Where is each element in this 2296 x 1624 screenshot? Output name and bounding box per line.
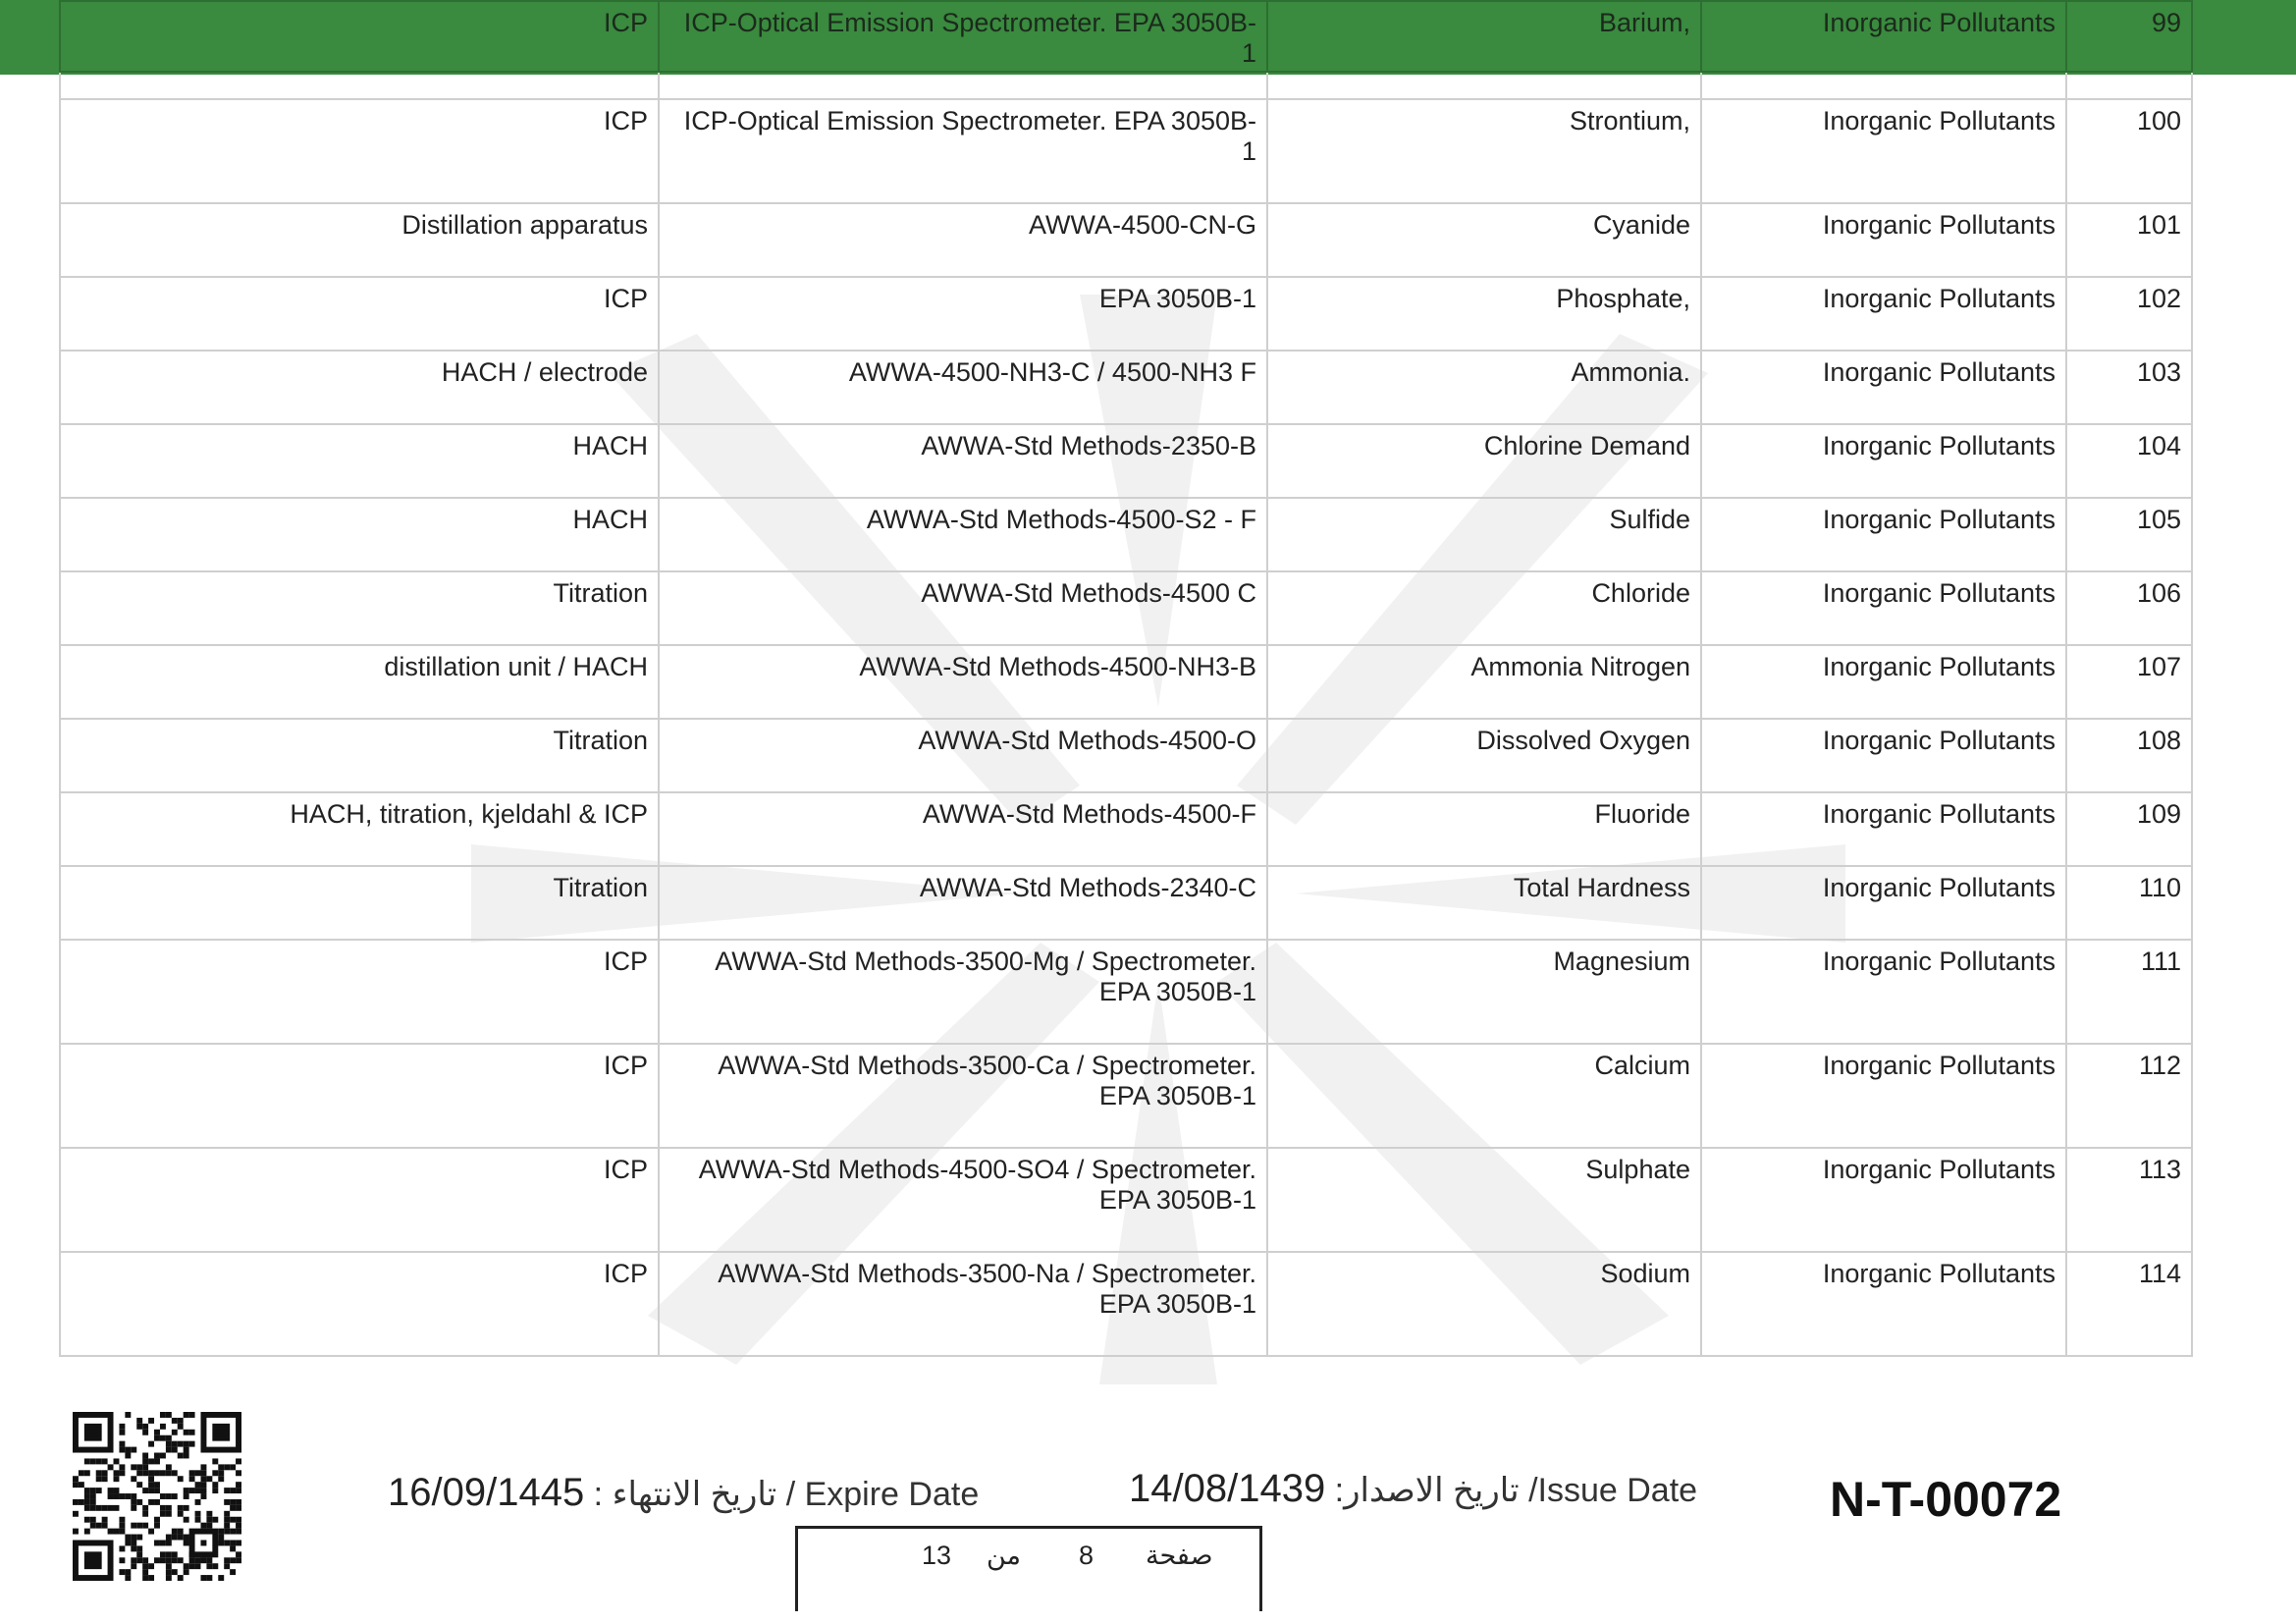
- cell-group: [1701, 498, 2066, 571]
- spacer-cell: [1701, 72, 2066, 99]
- cell-parameter: [1267, 1252, 1701, 1356]
- cell-parameter: [1267, 571, 1701, 645]
- cell-group-text: Inorganic Pollutants: [1822, 1259, 2056, 1288]
- cell-group-text: Inorganic Pollutants: [1822, 947, 2056, 976]
- cell-parameter-text: Fluoride: [1594, 799, 1690, 829]
- table-row: [60, 1148, 2192, 1252]
- cell-equipment: [60, 99, 659, 203]
- cell-group-text: Inorganic Pollutants: [1822, 1155, 2056, 1184]
- cell-group-text: Inorganic Pollutants: [1822, 799, 2056, 829]
- expire-date-value: 16/09/1445: [388, 1471, 585, 1514]
- cell-group-text: Inorganic Pollutants: [1822, 357, 2056, 387]
- cell-method: [659, 792, 1267, 866]
- cell-parameter: [1267, 866, 1701, 940]
- cell-parameter-text: Cyanide: [1592, 210, 1690, 240]
- cell-method: [659, 719, 1267, 792]
- qr-code-icon: [73, 1412, 241, 1581]
- cell-group: [1701, 1252, 2066, 1356]
- cell-method: [659, 1044, 1267, 1148]
- cell-number: [2066, 719, 2192, 792]
- cell-equipment: ICP: [60, 1, 659, 72]
- cell-parameter: [1267, 277, 1701, 351]
- cell-group-text: Inorganic Pollutants: [1822, 726, 2056, 755]
- cell-group: [1701, 571, 2066, 645]
- cell-parameter-text: Total Hardness: [1513, 873, 1690, 902]
- document-id: N-T-00072: [1830, 1472, 2062, 1527]
- cell-method: [659, 1148, 1267, 1252]
- page-total: 13: [922, 1541, 952, 1570]
- cell-equipment: [60, 1148, 659, 1252]
- cell-equipment: [60, 719, 659, 792]
- cell-number-text: 104: [2136, 431, 2181, 460]
- cell-group-text: Inorganic Pollutants: [1822, 1051, 2056, 1080]
- cell-group-text: Inorganic Pollutants: [1822, 431, 2056, 460]
- cell-equipment: [60, 498, 659, 571]
- cell-equipment: [60, 866, 659, 940]
- cell-parameter: [1267, 1044, 1701, 1148]
- cell-parameter-text: Dissolved Oxygen: [1476, 726, 1690, 755]
- table-row: [60, 424, 2192, 498]
- cell-number: [2066, 1148, 2192, 1252]
- cell-number-text: 113: [2138, 1155, 2181, 1184]
- cell-method: [659, 498, 1267, 571]
- spacer-cell: [2066, 72, 2192, 99]
- cell-number-text: 105: [2136, 505, 2181, 534]
- cell-equipment: [60, 351, 659, 424]
- cell-method-text: AWWA-Std Methods-2340-C: [919, 873, 1256, 902]
- cell-parameter: [1267, 792, 1701, 866]
- table-row: [60, 866, 2192, 940]
- cell-parameter: [1267, 498, 1701, 571]
- cell-number: [2066, 645, 2192, 719]
- cell-method: [659, 1252, 1267, 1356]
- cell-group-text: Inorganic Pollutants: [1822, 210, 2056, 240]
- cell-method: [659, 351, 1267, 424]
- cell-equipment-text: ICP: [603, 1155, 648, 1184]
- cell-equipment: [60, 424, 659, 498]
- expire-date: [388, 1471, 979, 1515]
- cell-number-text: 110: [2138, 873, 2181, 902]
- cell-parameter: [1267, 1148, 1701, 1252]
- cell-equipment-text: distillation unit / HACH: [384, 652, 648, 681]
- cell-equipment-text: HACH, titration, kjeldahl & ICP: [290, 799, 648, 829]
- cell-number-text: 107: [2136, 652, 2181, 681]
- cell-group: [1701, 351, 2066, 424]
- cell-number-text: 100: [2136, 106, 2181, 135]
- cell-method-text: AWWA-Std Methods-4500-SO4 / Spectrometer. EPA 3050B-1: [698, 1155, 1256, 1215]
- cell-group-text: Inorganic Pollutants: [1822, 873, 2056, 902]
- cell-method: ICP-Optical Emission Spectrometer. EPA 3050B-1: [659, 1, 1267, 72]
- cell-method-text: ICP-Optical Emission Spectrometer. EPA 3050B-1: [683, 106, 1256, 166]
- table-spacer-row: [60, 72, 2192, 99]
- page-current: 8: [1079, 1541, 1095, 1570]
- cell-group-text: Inorganic Pollutants: [1822, 106, 2056, 135]
- cell-group: [1701, 866, 2066, 940]
- cell-equipment: [60, 203, 659, 277]
- table-row: [60, 203, 2192, 277]
- cell-equipment: [60, 1252, 659, 1356]
- cell-number-text: 108: [2136, 726, 2181, 755]
- table-row: [60, 99, 2192, 203]
- cell-group: [1701, 1044, 2066, 1148]
- cell-parameter-text: Phosphate,: [1556, 284, 1690, 313]
- cell-number: [2066, 203, 2192, 277]
- table-row: [60, 645, 2192, 719]
- cell-equipment-text: ICP: [603, 947, 648, 976]
- cell-number: [2066, 866, 2192, 940]
- cell-parameter: [1267, 203, 1701, 277]
- cell-parameter: [1267, 940, 1701, 1044]
- cell-number-text: 103: [2136, 357, 2181, 387]
- cell-number: [2066, 1252, 2192, 1356]
- page-label: صفحة: [1146, 1541, 1213, 1570]
- cell-number: [2066, 424, 2192, 498]
- cell-method: [659, 645, 1267, 719]
- cell-method: [659, 866, 1267, 940]
- table-row: [60, 792, 2192, 866]
- table-row: [60, 351, 2192, 424]
- cell-equipment-text: HACH / electrode: [441, 357, 648, 387]
- cell-group: [1701, 645, 2066, 719]
- test-methods-table: [59, 0, 2193, 1357]
- cell-number: [2066, 351, 2192, 424]
- cell-equipment-text: Distillation apparatus: [401, 210, 648, 240]
- cell-number-text: 111: [2140, 947, 2181, 976]
- cell-method-text: AWWA-Std Methods-4500 C: [921, 578, 1256, 608]
- cell-group: [1701, 424, 2066, 498]
- cell-group: [1701, 1148, 2066, 1252]
- cell-group: [1701, 940, 2066, 1044]
- issue-date: [1129, 1467, 1697, 1511]
- cell-number-text: 109: [2136, 799, 2181, 829]
- cell-parameter-text: Strontium,: [1569, 106, 1690, 135]
- cell-method: [659, 940, 1267, 1044]
- cell-method-text: AWWA-Std Methods-4500-S2 - F: [866, 505, 1256, 534]
- table-row: [60, 1252, 2192, 1356]
- cell-method-text: AWWA-4500-CN-G: [1028, 210, 1256, 240]
- cell-group-text: Inorganic Pollutants: [1822, 505, 2056, 534]
- cell-group-text: Inorganic Pollutants: [1822, 284, 2056, 313]
- cell-number-text: 106: [2136, 578, 2181, 608]
- cell-method-text: AWWA-Std Methods-4500-F: [922, 799, 1256, 829]
- cell-number: [2066, 498, 2192, 571]
- cell-method: [659, 99, 1267, 203]
- cell-group: Inorganic Pollutants: [1701, 1, 2066, 72]
- cell-method-text: AWWA-Std Methods-3500-Ca / Spectrometer. EPA 3050B-1: [718, 1051, 1256, 1110]
- cell-parameter: Barium,: [1267, 1, 1701, 72]
- issue-date-label: :تاريخ الاصدار /Issue Date: [1334, 1472, 1698, 1509]
- cell-equipment-text: HACH: [572, 431, 648, 460]
- cell-number: 99: [2066, 1, 2192, 72]
- cell-method-text: AWWA-4500-NH3-C / 4500-NH3 F: [848, 357, 1256, 387]
- cell-group-text: Inorganic Pollutants: [1822, 578, 2056, 608]
- cell-method-text: AWWA-Std Methods-4500-NH3-B: [859, 652, 1256, 681]
- cell-group: [1701, 277, 2066, 351]
- table-row: [60, 1044, 2192, 1148]
- cell-number: [2066, 1044, 2192, 1148]
- cell-group: [1701, 792, 2066, 866]
- cell-parameter-text: Sulfide: [1609, 505, 1690, 534]
- cell-method: [659, 277, 1267, 351]
- table-row: [60, 940, 2192, 1044]
- cell-parameter-text: Magnesium: [1553, 947, 1690, 976]
- cell-method: [659, 571, 1267, 645]
- cell-equipment: [60, 792, 659, 866]
- cell-parameter-text: Calcium: [1594, 1051, 1690, 1080]
- cell-method: [659, 424, 1267, 498]
- cell-parameter: [1267, 719, 1701, 792]
- cell-equipment-text: Titration: [553, 726, 648, 755]
- cell-parameter-text: Sodium: [1600, 1259, 1690, 1288]
- cell-number-text: 114: [2138, 1259, 2181, 1288]
- cell-equipment-text: ICP: [603, 106, 648, 135]
- table-row: [60, 498, 2192, 571]
- cell-number: [2066, 792, 2192, 866]
- cell-equipment: [60, 277, 659, 351]
- cell-parameter: [1267, 645, 1701, 719]
- table-row: [60, 277, 2192, 351]
- issue-date-value: 14/08/1439: [1129, 1467, 1326, 1510]
- cell-equipment-text: Titration: [553, 873, 648, 902]
- cell-equipment: [60, 940, 659, 1044]
- cell-equipment-text: ICP: [603, 1259, 648, 1288]
- cell-group: [1701, 99, 2066, 203]
- cell-parameter-text: Chloride: [1591, 578, 1690, 608]
- cell-method-text: AWWA-Std Methods-3500-Mg / Spectrometer. EPA 3050B-1: [715, 947, 1256, 1006]
- cell-parameter-text: Sulphate: [1585, 1155, 1690, 1184]
- expire-date-label: : تاريخ الانتهاء / Expire Date: [593, 1476, 980, 1513]
- cell-equipment-text: ICP: [603, 284, 648, 313]
- spacer-cell: [1267, 72, 1701, 99]
- spacer-cell: [60, 72, 659, 99]
- cell-equipment-text: ICP: [603, 1051, 648, 1080]
- cell-equipment: [60, 571, 659, 645]
- cell-number-text: 112: [2138, 1051, 2181, 1080]
- cell-group: [1701, 719, 2066, 792]
- cell-number: [2066, 277, 2192, 351]
- cell-group: [1701, 203, 2066, 277]
- cell-parameter: [1267, 351, 1701, 424]
- cell-number: [2066, 99, 2192, 203]
- cell-equipment-text: Titration: [553, 578, 648, 608]
- page-indicator: [795, 1526, 1262, 1611]
- cell-parameter: [1267, 99, 1701, 203]
- cell-parameter-text: Ammonia Nitrogen: [1470, 652, 1690, 681]
- cell-parameter-text: Ammonia.: [1571, 357, 1690, 387]
- cell-number-text: 101: [2136, 210, 2181, 240]
- cell-equipment-text: HACH: [572, 505, 648, 534]
- cell-number: [2066, 571, 2192, 645]
- cell-equipment: [60, 1044, 659, 1148]
- table-row: [60, 719, 2192, 792]
- cell-group-text: Inorganic Pollutants: [1822, 652, 2056, 681]
- cell-method: [659, 203, 1267, 277]
- cell-parameter-text: Chlorine Demand: [1483, 431, 1690, 460]
- spacer-cell: [659, 72, 1267, 99]
- cell-equipment: [60, 645, 659, 719]
- cell-method-text: AWWA-Std Methods-2350-B: [921, 431, 1256, 460]
- page-of-label: من: [987, 1541, 1022, 1570]
- cell-number: [2066, 940, 2192, 1044]
- table-row-header: [60, 1, 2192, 72]
- cell-number-text: 102: [2136, 284, 2181, 313]
- table-row: [60, 571, 2192, 645]
- cell-method-text: AWWA-Std Methods-4500-O: [918, 726, 1256, 755]
- cell-method-text: AWWA-Std Methods-3500-Na / Spectrometer. EPA 3050B-1: [718, 1259, 1256, 1319]
- cell-parameter: [1267, 424, 1701, 498]
- cell-method-text: EPA 3050B-1: [1098, 284, 1256, 313]
